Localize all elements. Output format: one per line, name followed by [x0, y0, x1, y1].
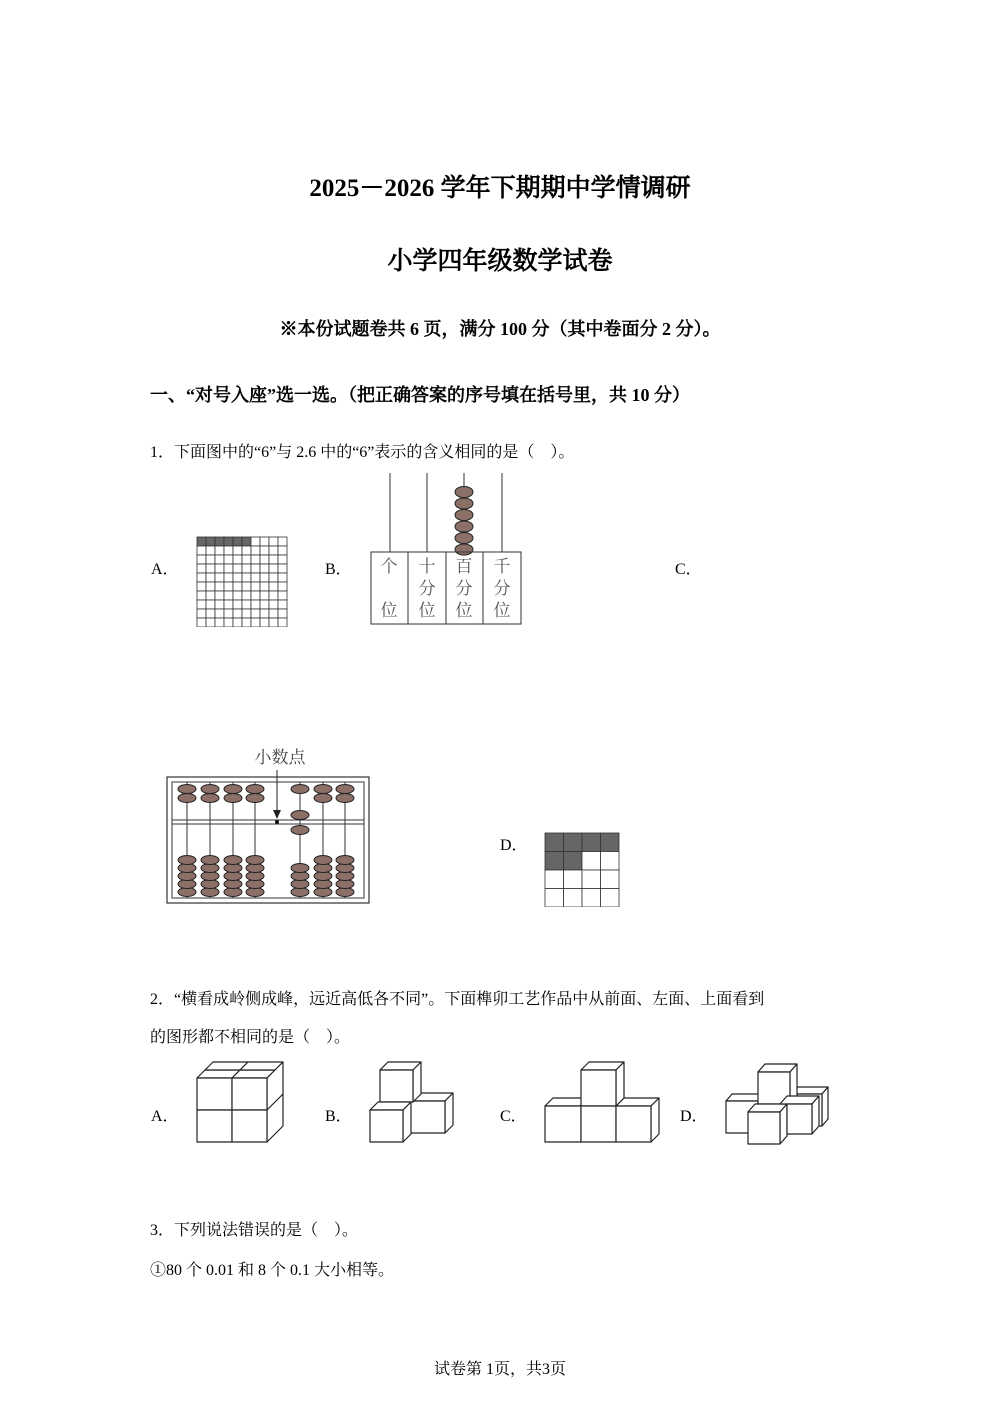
grid-cell: [197, 537, 206, 546]
place-label-tenths-3: 位: [418, 601, 436, 620]
grid-cell: [278, 555, 287, 564]
grid-cell: [242, 546, 251, 555]
q1-option-a-label: A．: [151, 561, 179, 578]
grid-cell: [233, 591, 242, 600]
grid-cell: [251, 546, 260, 555]
grid-cell: [215, 555, 224, 564]
place-label-thousandths-3: 位: [493, 601, 511, 620]
grid-cell: [242, 591, 251, 600]
grid-cell: [545, 833, 564, 852]
grid-cell: [206, 573, 215, 582]
abacus-bead: [224, 794, 242, 803]
q2-option-a-cubes: [192, 1058, 292, 1148]
decimal-point-label: 小数点: [254, 748, 306, 767]
exam-subtitle: 小学四年级数学试卷: [387, 248, 613, 275]
question-1-stem: 1．下面图中的“6”与 2.6 中的“6”表示的含义相同的是（ ）。: [150, 444, 575, 461]
grid-cell: [197, 555, 206, 564]
place-label-tenths-1: 十: [418, 557, 436, 576]
grid-cell: [251, 555, 260, 564]
grid-cell: [242, 582, 251, 591]
grid-cell: [206, 582, 215, 591]
place-label-ones-1: 个: [380, 557, 398, 576]
grid-cell: [564, 870, 583, 889]
grid-cell: [233, 618, 242, 627]
question-2-stem-line1: 2．“横看成岭侧成峰，远近高低各不同”。下面榫卯工艺作品中从前面、左面、上面看到: [150, 991, 765, 1008]
abacus-bead: [246, 856, 264, 865]
grid-cell: [215, 564, 224, 573]
grid-cell: [215, 573, 224, 582]
grid-cell: [260, 546, 269, 555]
q2-option-c-cubes: [540, 1058, 670, 1148]
grid-cell: [278, 546, 287, 555]
exam-title: 2025－2026 学年下期期中学情调研: [309, 175, 691, 202]
grid-cell: [197, 582, 206, 591]
grid-cell: [564, 833, 583, 852]
abacus-bead: [336, 856, 354, 865]
grid-cell: [197, 546, 206, 555]
grid-cell: [251, 609, 260, 618]
grid-cell: [269, 537, 278, 546]
grid-cell: [233, 564, 242, 573]
abacus-bead: [201, 856, 219, 865]
grid-cell: [233, 609, 242, 618]
grid-cell: [251, 564, 260, 573]
question-3-stem: 3．下列说法错误的是（ ）。: [150, 1222, 359, 1239]
abacus-bead: [201, 794, 219, 803]
grid-cell: [233, 537, 242, 546]
bead: [455, 533, 473, 544]
grid-cell: [564, 889, 583, 908]
grid-cell: [197, 591, 206, 600]
grid-cell: [260, 609, 269, 618]
abacus-bead: [178, 856, 196, 865]
abacus-bead: [178, 785, 196, 794]
grid-cell: [251, 537, 260, 546]
grid-cell: [224, 564, 233, 573]
q1-option-c-label: C．: [675, 561, 702, 578]
grid-cell: [582, 833, 601, 852]
place-label-thousandths-1: 千: [493, 557, 511, 576]
grid-cell: [242, 609, 251, 618]
grid-cell: [242, 564, 251, 573]
grid-cell: [197, 573, 206, 582]
place-label-ones-2: 位: [380, 601, 398, 620]
grid-cell: [224, 600, 233, 609]
grid-cell: [206, 546, 215, 555]
grid-cell: [206, 591, 215, 600]
grid-cell: [601, 889, 620, 908]
grid-cell: [215, 582, 224, 591]
abacus-bead: [291, 864, 309, 873]
grid-cell: [233, 600, 242, 609]
abacus-bead: [246, 785, 264, 794]
grid-cell: [242, 618, 251, 627]
grid-cell: [260, 591, 269, 600]
grid-cell: [269, 618, 278, 627]
grid-cell: [278, 537, 287, 546]
abacus-bead: [178, 794, 196, 803]
abacus-bead: [246, 794, 264, 803]
grid-cell: [260, 618, 269, 627]
grid-cell: [251, 600, 260, 609]
grid-cell: [206, 618, 215, 627]
grid-cell: [251, 618, 260, 627]
grid-cell: [278, 609, 287, 618]
bead: [455, 498, 473, 509]
q2-option-a-label: A．: [151, 1108, 179, 1125]
grid-cell: [233, 546, 242, 555]
q2-option-d-label: D．: [680, 1108, 708, 1125]
grid-cell: [224, 582, 233, 591]
place-label-tenths-2: 分: [418, 579, 436, 598]
place-label-hundredths-1: 百: [455, 557, 473, 576]
abacus-bead: [314, 856, 332, 865]
exam-note: ※本份试题卷共 6 页，满分 100 分（其中卷面分 2 分）。: [279, 319, 721, 339]
grid-cell: [197, 618, 206, 627]
grid-cell: [251, 582, 260, 591]
grid-cell: [206, 600, 215, 609]
abacus-bead: [336, 794, 354, 803]
abacus-bead: [336, 785, 354, 794]
page-footer: 试卷第 1页，共3页: [433, 1361, 566, 1378]
grid-cell: [278, 600, 287, 609]
grid-cell: [242, 555, 251, 564]
grid-cell: [269, 564, 278, 573]
abacus-bead: [224, 856, 242, 865]
grid-cell: [260, 564, 269, 573]
grid-cell: [215, 609, 224, 618]
grid-cell: [206, 564, 215, 573]
grid-cell: [545, 870, 564, 889]
grid-cell: [206, 555, 215, 564]
grid-cell: [601, 833, 620, 852]
grid-cell: [545, 889, 564, 908]
grid-cell: [582, 889, 601, 908]
grid-cell: [251, 573, 260, 582]
abacus-bead: [314, 794, 332, 803]
grid-cell: [242, 600, 251, 609]
grid-cell: [260, 573, 269, 582]
grid-cell: [582, 852, 601, 871]
grid-cell: [224, 546, 233, 555]
grid-cell: [278, 573, 287, 582]
grid-cell: [215, 591, 224, 600]
grid-cell: [278, 564, 287, 573]
grid-cell: [269, 546, 278, 555]
grid-cell: [601, 852, 620, 871]
grid-cell: [269, 600, 278, 609]
grid-cell: [269, 555, 278, 564]
q2-option-b-label: B．: [325, 1108, 352, 1125]
q2-option-b-cubes: [365, 1058, 460, 1148]
grid-cell: [224, 609, 233, 618]
q1-option-b-counting-frame: [368, 470, 526, 630]
grid-cell: [215, 600, 224, 609]
grid-cell: [601, 870, 620, 889]
grid-cell: [224, 591, 233, 600]
grid-cell: [278, 618, 287, 627]
grid-cell: [215, 618, 224, 627]
abacus-bead: [224, 785, 242, 794]
grid-cell: [206, 609, 215, 618]
grid-cell: [224, 573, 233, 582]
grid-cell: [278, 582, 287, 591]
abacus-bead: [291, 785, 309, 794]
q2-option-d-cubes: [722, 1058, 832, 1148]
abacus-bead: [201, 785, 219, 794]
grid-cell: [251, 591, 260, 600]
place-label-hundredths-2: 分: [455, 579, 473, 598]
grid-cell: [242, 537, 251, 546]
abacus-bead: [291, 811, 309, 820]
question-3-option-1: ①80 个 0.01 和 8 个 0.1 大小相等。: [150, 1262, 395, 1279]
grid-cell: [197, 609, 206, 618]
q1-option-d-label: D．: [500, 837, 528, 854]
place-label-hundredths-3: 位: [455, 601, 473, 620]
q1-option-a-grid-figure: [195, 535, 290, 627]
q2-option-c-label: C．: [500, 1108, 527, 1125]
question-2-stem-line2: 的图形都不相同的是（ ）。: [150, 1029, 351, 1046]
grid-cell: [197, 564, 206, 573]
grid-cell: [233, 582, 242, 591]
grid-cell: [564, 852, 583, 871]
bead: [455, 510, 473, 521]
grid-cell: [269, 609, 278, 618]
grid-cell: [197, 600, 206, 609]
abacus-bead: [314, 785, 332, 794]
bead: [455, 544, 473, 555]
bead: [455, 521, 473, 532]
grid-cell: [260, 555, 269, 564]
grid-cell: [260, 600, 269, 609]
q1-option-b-label: B．: [325, 561, 352, 578]
grid-cell: [233, 555, 242, 564]
grid-cell: [224, 618, 233, 627]
grid-cell: [233, 573, 242, 582]
grid-cell: [278, 591, 287, 600]
grid-cell: [260, 582, 269, 591]
grid-cell: [269, 591, 278, 600]
grid-cell: [206, 537, 215, 546]
place-label-thousandths-2: 分: [493, 579, 511, 598]
grid-cell: [269, 573, 278, 582]
grid-cell: [269, 582, 278, 591]
grid-cell: [582, 870, 601, 889]
grid-cell: [224, 555, 233, 564]
bead: [455, 487, 473, 498]
q1-option-d-grid-figure: [544, 832, 624, 907]
grid-cell: [215, 537, 224, 546]
grid-cell: [224, 537, 233, 546]
grid-cell: [260, 537, 269, 546]
grid-cell: [242, 573, 251, 582]
abacus-bead: [291, 826, 309, 835]
grid-cell: [215, 546, 224, 555]
q1-option-c-abacus: [163, 742, 373, 908]
grid-cell: [545, 852, 564, 871]
section-heading: 一、“对号入座”选一选。（把正确答案的序号填在括号里，共 10 分）: [150, 385, 690, 405]
